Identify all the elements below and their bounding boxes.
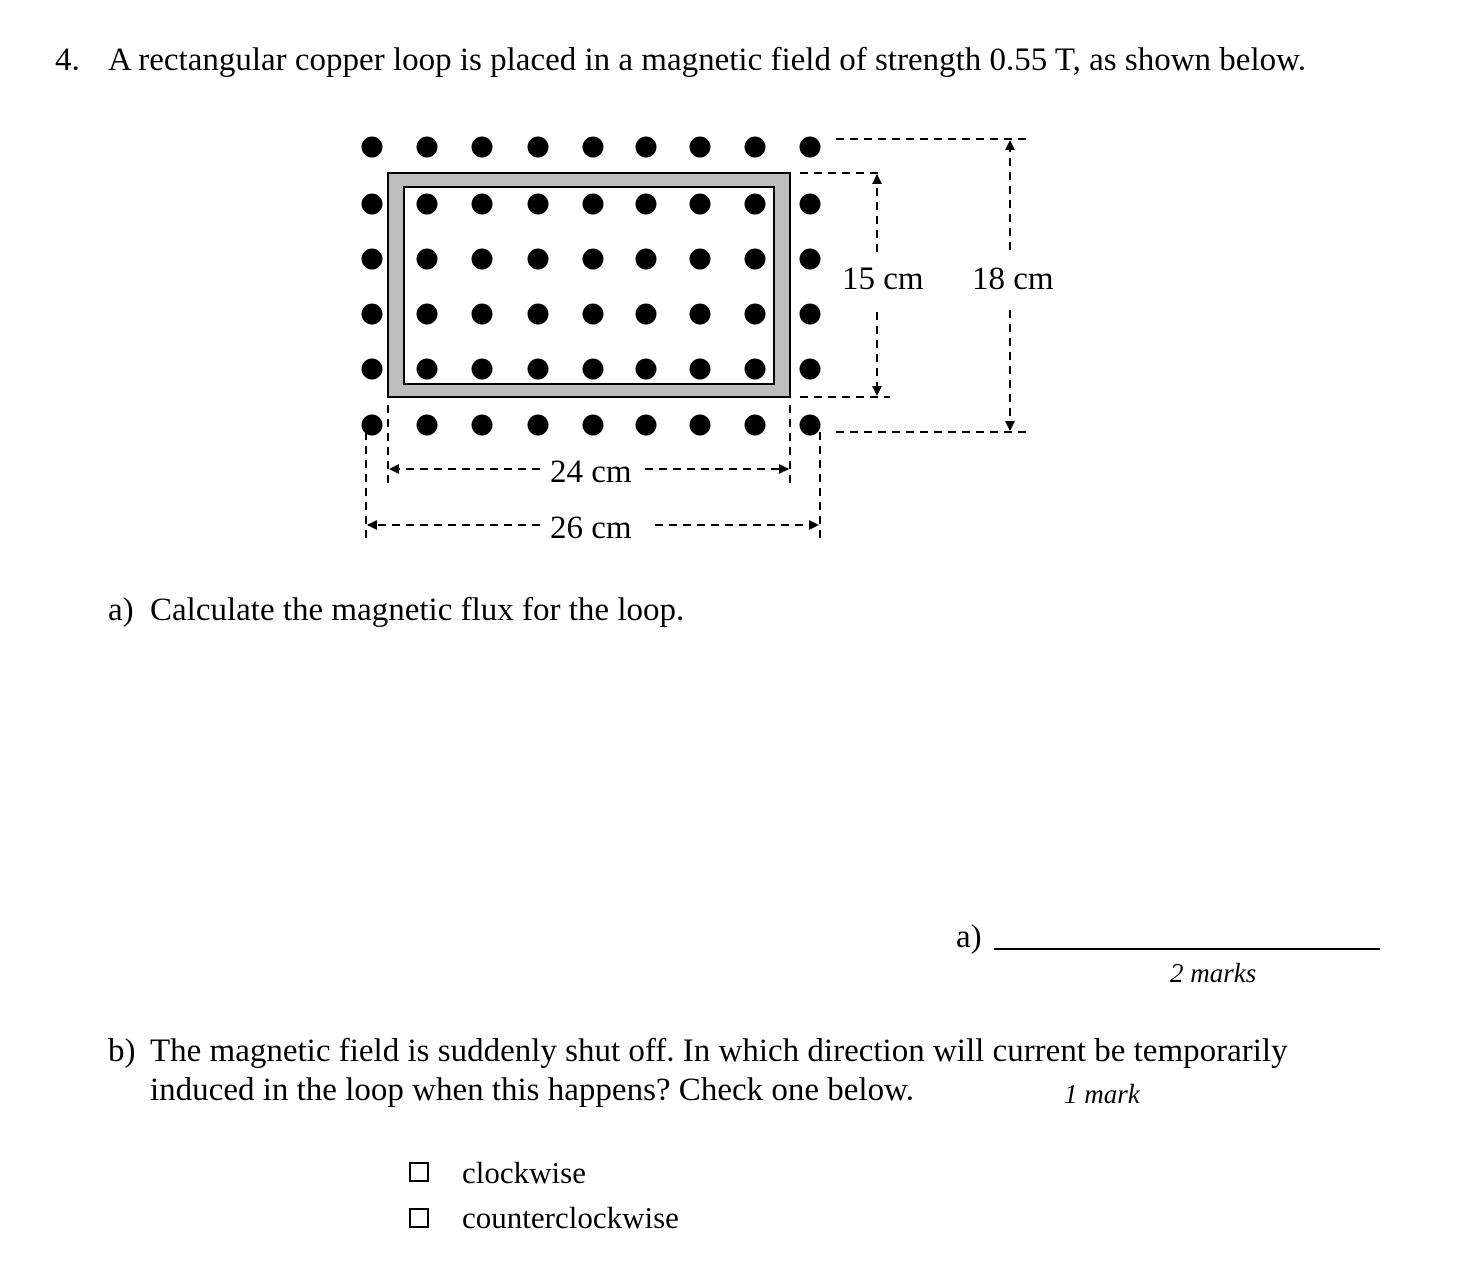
field-dot — [583, 415, 604, 436]
field-dot — [528, 194, 549, 215]
field-dot — [745, 415, 766, 436]
answer-a-label: a) — [956, 919, 982, 955]
field-dot — [362, 359, 383, 380]
field-dot — [690, 304, 711, 325]
option-clockwise-label[interactable]: clockwise — [462, 1155, 586, 1190]
field-dot — [690, 415, 711, 436]
field-dot — [472, 415, 493, 436]
option-counterclockwise-label[interactable]: counterclockwise — [462, 1200, 679, 1235]
field-dot — [417, 359, 438, 380]
question-number: 4. — [55, 42, 80, 78]
part-a-prompt: Calculate the magnetic flux for the loop. — [150, 592, 685, 628]
field-dot — [472, 304, 493, 325]
field-dot — [800, 359, 821, 380]
field-dot — [528, 304, 549, 325]
field-dot — [745, 137, 766, 158]
field-dot — [800, 249, 821, 270]
answer-a-line[interactable] — [994, 920, 1380, 950]
field-dot — [636, 249, 657, 270]
field-dot — [472, 359, 493, 380]
label-18cm: 18 cm — [972, 261, 1054, 297]
field-dot — [745, 249, 766, 270]
field-dot — [472, 249, 493, 270]
field-dot — [417, 249, 438, 270]
field-dot — [362, 137, 383, 158]
label-26cm: 26 cm — [550, 510, 632, 546]
part-a-marks: 2 marks — [1170, 958, 1257, 988]
field-dot — [690, 137, 711, 158]
field-dot — [745, 359, 766, 380]
field-dot — [583, 137, 604, 158]
field-dot — [636, 359, 657, 380]
field-dot — [583, 359, 604, 380]
part-b-line1: The magnetic field is suddenly shut off. In which direction will current be temporarily — [150, 1033, 1288, 1069]
part-b-marks: 1 mark — [1064, 1079, 1140, 1109]
field-dot — [800, 194, 821, 215]
field-dot — [583, 304, 604, 325]
field-dot — [583, 194, 604, 215]
field-dot — [417, 194, 438, 215]
part-b-line2: induced in the loop when this happens? Check one below. — [150, 1072, 915, 1108]
part-a-label: a) — [108, 592, 134, 628]
field-dot — [417, 137, 438, 158]
field-dot — [636, 304, 657, 325]
field-dot — [362, 194, 383, 215]
label-24cm: 24 cm — [550, 454, 632, 490]
field-dot — [690, 249, 711, 270]
field-dot — [800, 415, 821, 436]
copper-loop-inner — [404, 187, 774, 384]
label-15cm: 15 cm — [842, 261, 924, 297]
field-dot — [417, 304, 438, 325]
checkbox-counterclockwise[interactable] — [409, 1208, 429, 1228]
field-dot — [690, 194, 711, 215]
part-b-label: b) — [108, 1033, 136, 1069]
field-dot — [528, 359, 549, 380]
field-dot — [362, 415, 383, 436]
checkbox-clockwise[interactable] — [409, 1162, 429, 1182]
field-dot — [472, 137, 493, 158]
field-dot — [362, 249, 383, 270]
field-dot — [800, 137, 821, 158]
field-dot — [636, 137, 657, 158]
question-stem: A rectangular copper loop is placed in a magnetic field of strength 0.55 T, as shown below. — [108, 42, 1307, 78]
field-dot — [690, 359, 711, 380]
field-dot — [583, 249, 604, 270]
field-dot — [745, 194, 766, 215]
field-dot — [528, 137, 549, 158]
field-dot — [417, 415, 438, 436]
field-dot — [636, 415, 657, 436]
field-dot — [745, 304, 766, 325]
field-dot — [528, 415, 549, 436]
field-dot — [362, 304, 383, 325]
field-dot — [528, 249, 549, 270]
field-dot — [472, 194, 493, 215]
field-dot — [800, 304, 821, 325]
field-dot — [636, 194, 657, 215]
